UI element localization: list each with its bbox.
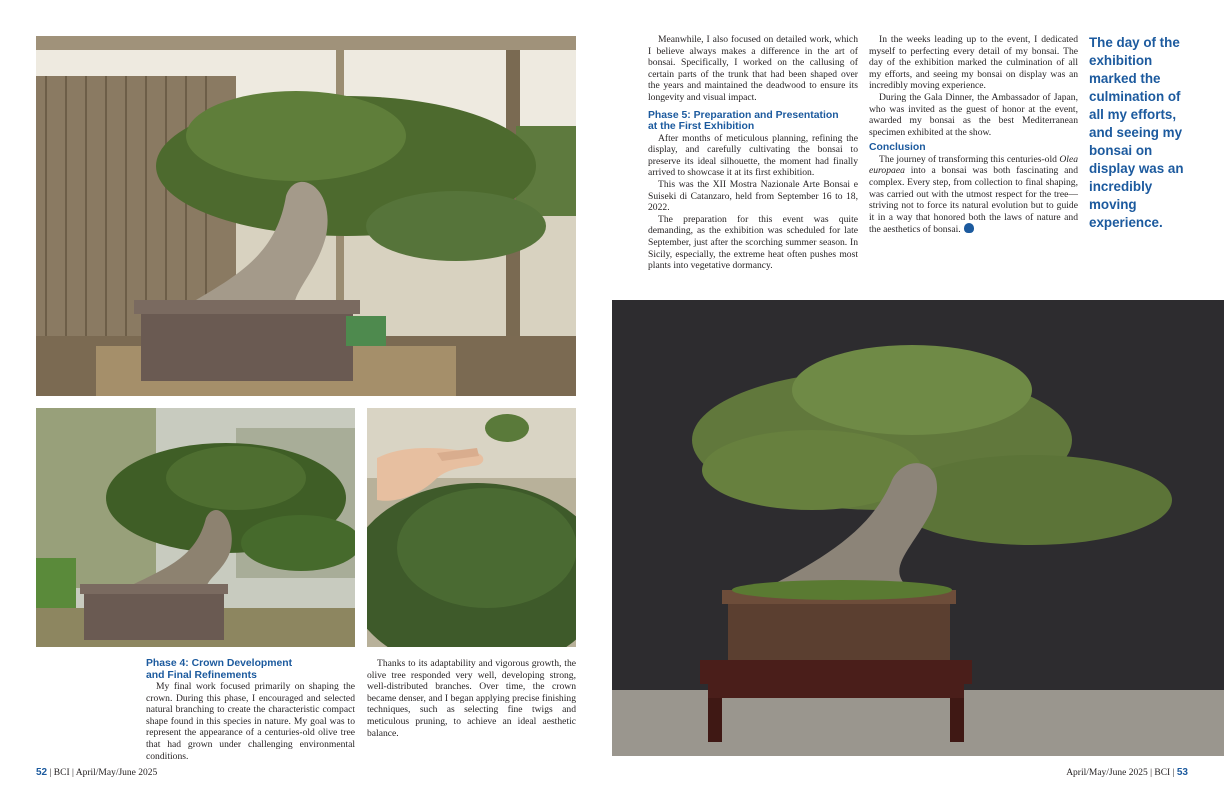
right-folio-text: April/May/June 2025 | BCI | [1066, 768, 1175, 778]
bonsai-exhibition-photo [612, 300, 1224, 756]
bonsai-crown-development-photo [36, 408, 355, 647]
phase5-paragraph3: The preparation for this event was quite demanding, as the exhibition was scheduled for late September, just after the scorching summer season. In Sicily, especially, the extreme heat often pushes most plants into vegetative dormancy. [648, 213, 858, 272]
phase5-paragraph1: After months of meticulous planning, refining the display, and carefully cultivating the bonsai to preserve its ideal silhouette, the moment had finally arrived to showcase it at its first exhibition. [648, 132, 858, 179]
conclusion-heading: Conclusion [869, 142, 926, 154]
conclusion-paragraph [869, 154, 1078, 236]
conclusion-text-start: The journey of transforming this centuries-old [879, 153, 1060, 165]
detail-work-paragraph: Meanwhile, I also focused on detailed work, which I believe always makes a difference in the art of bonsai. Specifically, I worked on the callusing of certain parts of the trunk that had been shaped over the years and maintained the deadwood to ensure its longevity and visual impact. [648, 34, 858, 103]
right-column-1 [648, 34, 858, 272]
left-folio [36, 767, 157, 778]
event-weeks-paragraph: In the weeks leading up to the event, I dedicated myself to perfecting every detail of my bonsai. The day of the exhibition marked the culmination of all my efforts, and seeing my bonsai on display was an incredibly moving experience. [869, 34, 1078, 92]
right-folio [1066, 767, 1188, 778]
page-number-left: 52 [36, 767, 48, 778]
hand-pruning-crown-photo [367, 408, 576, 647]
phase4-paragraph2: Thanks to its adaptability and vigorous growth, the olive tree responded very well, developing strong, well-distributed branches. Over time, the crown became denser, and I began applying precise finishing techniques, such as selecting fine twigs and meticulous pruning, to achieve an ideal aesthetic balance. [367, 658, 576, 739]
phase4-column-left [146, 658, 355, 762]
phase4-heading-line1: Phase 4: Crown Development [146, 658, 293, 669]
gala-dinner-paragraph: During the Gala Dinner, the Ambassador of Japan, who was invited as the guest of honor at the event, awarded my bonsai as the best Mediterranean specimen exhibited at the show. [869, 91, 1078, 138]
right-column-2 [869, 34, 1078, 236]
conclusion-text-end: into a bonsai was both fascinating and complex. Every step, from collection to final shaping, was carried out with the utmost respect for the tree—striving not to force its natural evolution but to guide it in a way that honored both the laws of nature and the aesthetics of bonsai. [869, 165, 1078, 236]
phase5-paragraph2: This was the XII Mostra Nazionale Arte Bonsai e Suiseki di Catanzaro, held from September 16 to 18, 2022. [648, 178, 858, 214]
bonsai-before-garden-photo [36, 36, 576, 396]
phase4-column-right [367, 658, 576, 739]
phase4-heading-line2: and Final Refinements [146, 669, 257, 681]
phase5-heading-line1: Phase 5: Preparation and Presentation [648, 109, 839, 121]
page-number-right: 53 [1176, 767, 1188, 778]
species-name: Olea europaea [869, 153, 1078, 177]
bonsai-end-mark-icon [964, 223, 974, 233]
left-folio-text: | BCI | April/May/June 2025 [49, 768, 158, 778]
phase5-heading-line2: at the First Exhibition [648, 121, 755, 133]
pull-quote: The day of the exhibition marked the culmination of all my efforts, and seeing my bonsai on display was an incredibly moving experience. [1089, 35, 1184, 230]
phase4-paragraph1: My final work focused primarily on shaping the crown. During this phase, I encouraged and selected natural branching to create the characteristic compact shape found in this species in nature. My goal was to represent the appearance of a centuries-old olive tree that had grown under challenging environmental conditions. [146, 681, 355, 762]
